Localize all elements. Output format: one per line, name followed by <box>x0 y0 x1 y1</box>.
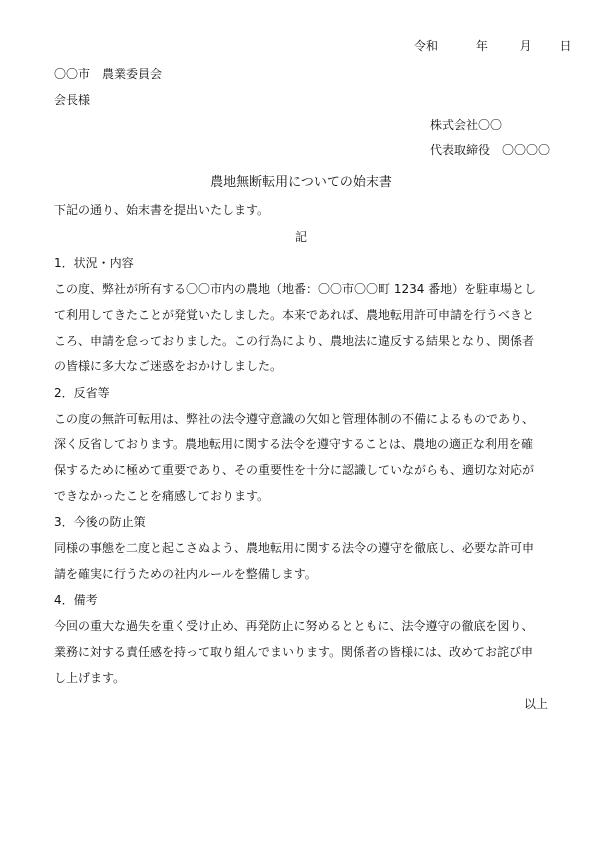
section-heading: 2．反省等 <box>54 386 110 400</box>
body-line: の皆様に多大なご迷惑をおかけしました。 <box>54 359 283 373</box>
body-line: て利用してきたことが発覚いたしました。本来であれば、農地転用許可申請を行うべきと <box>54 308 535 322</box>
body-line: 業務に対する責任感を持って取り組んでまいります。関係者の皆様には、改めてお詫び申 <box>54 645 534 659</box>
document-title: 農地無断転用についての始末書 <box>210 175 392 190</box>
body-line: 請を確実に行うための社内ルールを整備します。 <box>54 567 317 581</box>
body-line: 深く反省しております。農地転用に関する法令を遵守することは、農地の適正な利用を確 <box>54 437 534 451</box>
body-line: し上げます。 <box>54 671 126 685</box>
body-line: 同様の事態を二度と起こさぬよう、農地転用に関する法令の遵守を徹底し、必要な許可申 <box>54 541 535 555</box>
section-heading: 3．今後の防止策 <box>54 515 146 529</box>
body-line: この度、弊社が所有する〇〇市内の農地（地番：〇〇市〇〇町 1234 番地）を駐車場とし <box>54 282 537 296</box>
sender-representative: 代表取締役 〇〇〇〇 <box>430 143 551 157</box>
body-line: ころ、申請を怠っておりました。この行為により、農地法に違反する結果となり、関係者 <box>54 334 535 348</box>
body-line: 今回の重大な過失を重く受け止め、再発防止に努めるとともに、法令遵守の徹底を図り、 <box>54 619 534 633</box>
section-heading: 4．備考 <box>54 593 98 607</box>
body-line: 保するために極めて重要であり、その重要性を十分に認識していながらも、適切な対応が <box>54 463 535 477</box>
date-month: 月 <box>519 39 532 53</box>
date-line <box>414 38 572 54</box>
ki-marker: 記 <box>294 230 307 244</box>
addressee-org: 〇〇市 農業委員会 <box>54 67 163 81</box>
body-line: できなかったことを痛感しております。 <box>54 489 270 503</box>
sender-company: 株式会社〇〇 <box>430 118 503 132</box>
body-line: この度の無許可転用は、弊社の法令遵守意識の欠如と管理体制の不備によるものであり、 <box>54 412 535 426</box>
intro-text: 下記の通り、始末書を提出いたします。 <box>54 203 270 217</box>
section-heading: 1．状況・内容 <box>54 256 134 270</box>
date-day: 日 <box>559 39 572 53</box>
addressee-person: 会長様 <box>54 93 91 107</box>
date-era: 令和 <box>414 39 439 53</box>
date-year: 年 <box>475 39 488 53</box>
closing-text: 以上 <box>523 697 548 711</box>
